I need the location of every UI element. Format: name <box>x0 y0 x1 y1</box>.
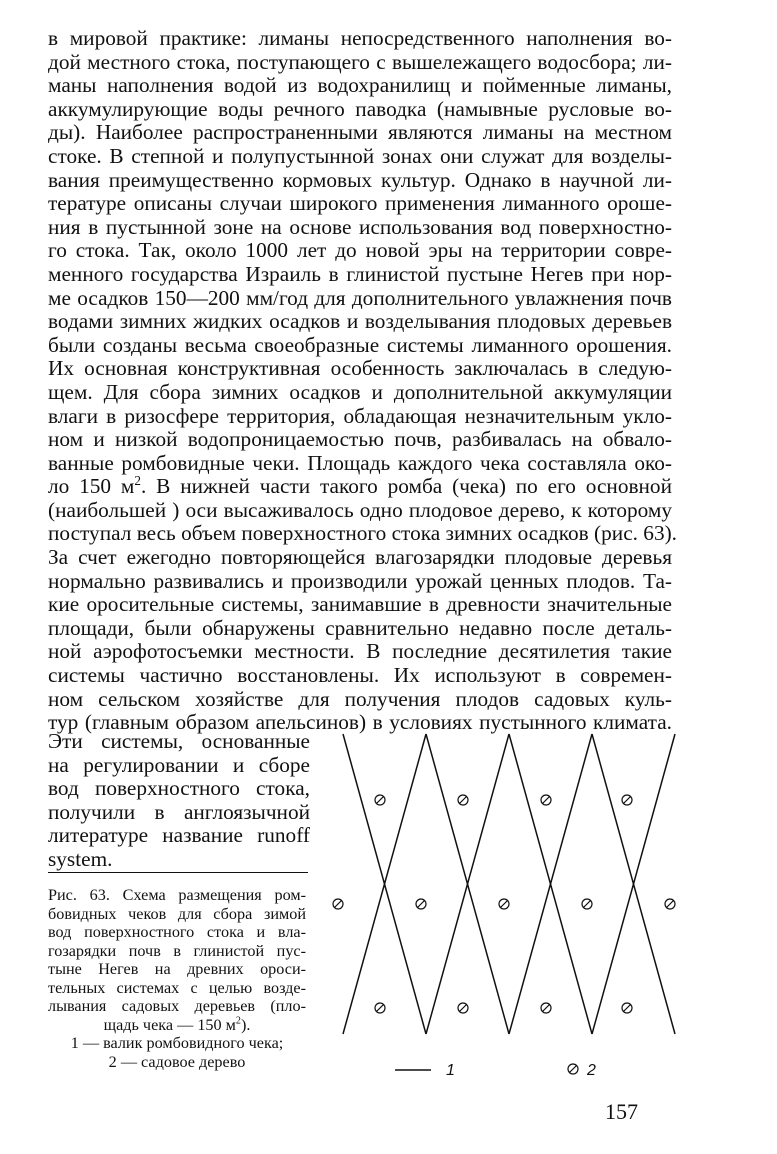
text-line: ды). Наиболее распространенными являются лиманы на местном <box>48 120 672 145</box>
tree-marker <box>499 899 509 909</box>
text-line: го стока. Так, около 1000 лет до новой эры на территории совре- <box>48 238 672 263</box>
text-line: в мировой практике: лиманы непосредственного наполнения во- <box>48 26 672 50</box>
caption-line: тельных системах с целью возде- <box>48 978 306 997</box>
legend-label-2: 2 <box>587 1062 596 1079</box>
text-line: на регулировании и сборе <box>48 752 310 777</box>
rhombus-ridge-lines <box>343 734 675 1034</box>
caption-line: тыне Негев на древних ороси- <box>48 960 306 978</box>
text-line: вод поверхностного стока, <box>48 776 310 801</box>
text-line: менного государства Израиль в глинистой пустыне Негев при нор- <box>48 261 672 286</box>
tree-marker <box>375 1003 385 1013</box>
caption-line: лывания садовых деревьев (пло- <box>48 997 306 1015</box>
text-line: ме осадков 150—200 мм/год для дополнительного увлажнения почв <box>48 285 672 310</box>
text-line: ванные ромбовидные чеки. Площадь каждого чека составляла око- <box>48 450 672 475</box>
text-line: влаги в ризосфере территория, обладающая незначительным укло- <box>48 403 672 428</box>
figure-legend <box>395 1062 596 1079</box>
tree-marker <box>333 899 343 909</box>
text-line: Их основная конструктивная особенность заключалась в следую- <box>48 356 672 381</box>
tree-marker <box>541 795 551 805</box>
caption-legend-line: 2 — садовое дерево <box>108 1052 246 1071</box>
text-line: водами зимних жидких осадков и возделывания плодовых деревьев <box>48 309 672 334</box>
caption-line: бовидных чеков для сбора зимой <box>48 904 306 923</box>
figure-caption <box>48 886 306 1071</box>
side-paragraph <box>48 730 310 872</box>
text-line: ло 150 $м^2$. В нижней части такого ромба (чека) по его основной <box>48 473 672 499</box>
legend-tree-swatch <box>568 1064 578 1074</box>
text-line: system. <box>48 846 113 871</box>
caption-line: гозарядки почв в глинистой пус- <box>48 941 306 960</box>
tree-marker <box>416 899 426 909</box>
text-line: ном сельском хозяйстве для получения плодов садовых куль- <box>48 686 672 711</box>
caption-line: вод поверхностного стока и вла- <box>48 923 306 941</box>
text-line: Эти системы, основанные <box>48 729 310 753</box>
text-line: За счет ежегодно повторяющейся влагозарядки плодовые деревья <box>48 545 672 570</box>
tree-marker <box>622 1003 632 1013</box>
text-line: литературе название runoff <box>48 823 310 848</box>
text-line: щем. Для сбора зимних осадков и дополнительной аккумуляции <box>48 379 672 404</box>
tree-marker <box>582 899 592 909</box>
text-line: ном и низкой водопроницаемостью почв, разбивалась на обвало- <box>48 427 672 452</box>
main-paragraph <box>48 26 678 735</box>
text-line: тературе описаны случаи широкого применения лиманного ороше- <box>48 191 672 216</box>
text-line: системы частично восстановлены. Их используют в современ- <box>48 663 672 688</box>
text-line: площади, были обнаружены сравнительно недавно после деталь- <box>48 615 672 640</box>
text-line: кие оросительные системы, занимавшие в древности значительные <box>48 592 672 617</box>
text-line: были созданы весьма своеобразные системы лиманного орошения. <box>48 332 672 357</box>
tree-marker <box>665 899 675 909</box>
tree-marker <box>622 795 632 805</box>
caption-legend-line: 1 — валик ромбовидного чека; <box>70 1034 284 1052</box>
text-line: ной аэрофотосъемки местности. В последние десятилетия такие <box>48 639 672 664</box>
text-line: маны наполнения водой из водохранилищ и пойменные лиманы, <box>48 73 672 98</box>
text-line: (наибольшей ) оси высаживалось одно плодовое дерево, к которому <box>48 497 672 522</box>
text-line: тур (главным образом апельсинов) в условиях пустынного климата. <box>48 710 672 735</box>
text-line: поступал весь объем поверхностного стока зимних осадков (рис. 63). <box>48 521 678 546</box>
tree-marker <box>375 795 385 805</box>
caption-line: Рис. 63. Схема размещения ром- <box>48 886 306 904</box>
text-line: аккумулирующие воды речного паводка (намывные русловые во- <box>48 96 672 121</box>
legend-label-1: 1 <box>446 1062 455 1079</box>
text-line: вания преимущественно кормовых культур. Однако в научной ли- <box>48 167 672 192</box>
text-line: ния в пустынной зоне на основе использования вод поверхностно- <box>48 214 672 239</box>
tree-marker <box>541 1003 551 1013</box>
text-line: нормально развивались и производили урожай ценных плодов. Та- <box>48 568 672 593</box>
tree-markers <box>333 795 675 1013</box>
tree-marker <box>458 795 468 805</box>
rhombus-check-diagram <box>325 728 685 1088</box>
caption-divider <box>48 872 308 873</box>
caption-area-line: щадь чека — 150 $м^2$). <box>103 1015 251 1034</box>
page-number: 157 <box>605 1099 638 1124</box>
tree-marker <box>458 1003 468 1013</box>
text-line: получили в англоязычной <box>48 799 310 824</box>
text-line: стоке. В степной и полупустынной зонах они служат для возделы- <box>48 143 672 168</box>
text-line: дой местного стока, поступающего с вышележащего водосбора; ли- <box>48 49 672 74</box>
